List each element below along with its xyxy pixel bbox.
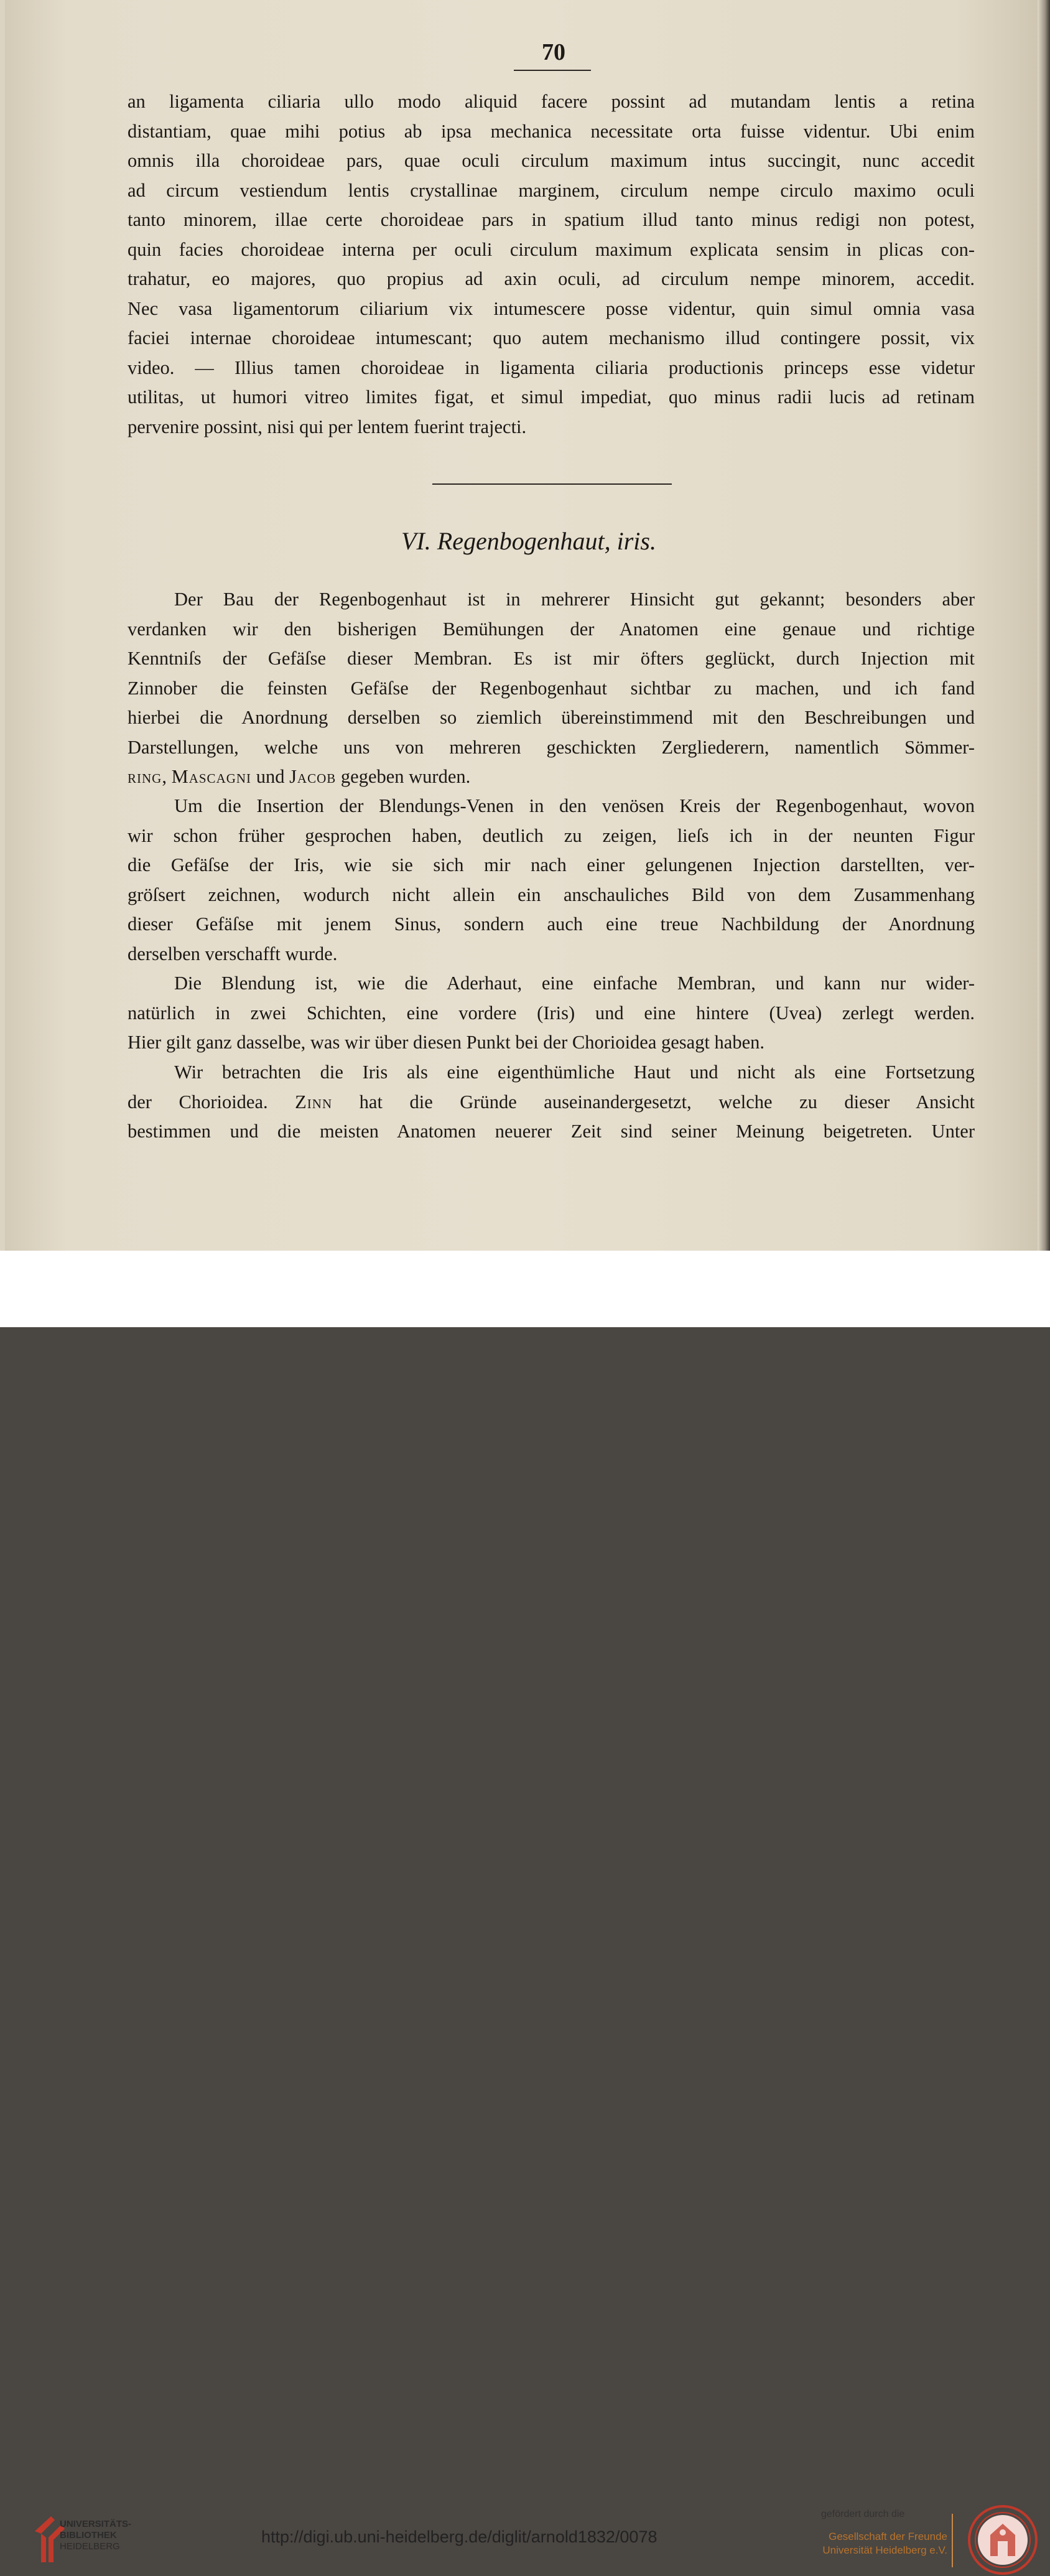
author-name: ring xyxy=(128,766,162,787)
text-line xyxy=(128,1088,975,1118)
page-number: 70 xyxy=(542,39,565,65)
text-line: Darstellungen, welche uns von mehreren geschickten Zergliederern, namentlich Sömmer- xyxy=(128,736,975,758)
library-name-line: HEIDELBERG xyxy=(60,2541,120,2552)
footer-bar xyxy=(0,1251,1050,2556)
page-edge-shadow xyxy=(1038,0,1050,1251)
text-fragment: gegeben wurden. xyxy=(336,766,471,787)
text-line: Hier gilt ganz dasselbe, was wir über diesen Punkt bei der Chorioidea gesagt haben. xyxy=(128,1032,764,1053)
text-line: Um die Insertion der Blendungs-Venen in den venösen Kreis der Regenbogenhaut, wovon xyxy=(174,795,975,816)
text-line: die Gefäſse der Iris, wie sie sich mir nach einer gelungenen Injection darstellten, ver- xyxy=(128,854,975,875)
text-line: quin facies choroideae interna per oculi circulum maximum explicata sensim in plicas con- xyxy=(128,238,975,260)
library-name-line: UNIVERSITÄTS- xyxy=(60,2519,132,2529)
text-line: distantiam, quae mihi potius ab ipsa mechanica necessitate orta fuisse videntur. Ubi enim xyxy=(128,120,975,142)
text-line: derselben verschafft wurde. xyxy=(128,943,338,964)
text-line: Kenntniſs der Gefäſse dieser Membran. Es ist mir öfters geglückt, durch Injection mit xyxy=(128,648,975,669)
text-line: utilitas, ut humori vitreo limites figat, et simul impediat, quo minus radii lucis ad retinam xyxy=(128,386,975,408)
scanned-page xyxy=(0,0,1050,1251)
paragraph-iris xyxy=(128,1058,975,1147)
author-name: Mascagni xyxy=(171,766,252,787)
university-library-name xyxy=(60,2519,159,2552)
text-fragment: hat die Gründe auseinandergesetzt, welche zu dieser Ansicht xyxy=(332,1091,975,1113)
text-line: hierbei die Anordnung derselben so ziemlich übereinstimmend mit den Beschreibungen und xyxy=(128,707,975,728)
text-line: Wir betrachten die Iris als eine eigenthümliche Haut und nicht als eine Fortsetzung xyxy=(174,1062,975,1083)
text-line: Nec vasa ligamentorum ciliarium vix intumescere posse videntur, quin simul omnia vasa xyxy=(128,297,975,319)
paragraph-blendung xyxy=(128,969,975,1058)
sponsor-name-line: Universität Heidelberg e.V. xyxy=(822,2544,947,2556)
sponsor-name-line: Gesellschaft der Freunde xyxy=(829,2531,947,2542)
text-line: gröſsert zeichnen, wodurch nicht allein ein anschauliches Bild von dem Zusammenhang xyxy=(128,884,975,905)
page-number-rule xyxy=(514,70,591,71)
text-fragment: , xyxy=(162,766,172,787)
library-name-line: BIBLIOTHEK xyxy=(60,2530,117,2541)
text-line: Der Bau der Regenbogenhaut ist in mehrerer Hinsicht gut gekannt; besonders aber xyxy=(174,589,975,610)
text-line: bestimmen und die meisten Anatomen neuerer Zeit sind seiner Meinung beigetreten. Unter xyxy=(128,1121,975,1142)
text-line: tanto minorem, illae certe choroideae pars in spatium illud tanto minus redigi non potest, xyxy=(128,209,975,230)
text-line: Zinnober die feinsten Gefäſse der Regenbogenhaut sichtbar zu machen, und ich fand xyxy=(128,677,975,699)
author-name: Zinn xyxy=(295,1091,333,1113)
section-heading: VI. Regenbogenhaut, iris. xyxy=(401,527,656,555)
text-line: video. — Illius tamen choroideae in ligamenta ciliaria productionis princeps esse videtur xyxy=(128,357,975,378)
sponsor-name xyxy=(807,2530,947,2557)
text-line: trahatur, eo majores, quo propius ad axin oculi, ad circulum nempe minorem, accedit. xyxy=(128,268,975,289)
university-seal-icon xyxy=(967,2504,1039,2576)
footer-divider xyxy=(952,2514,953,2567)
text-line: faciei internae choroideae intumescant; quo autem mechanismo illud contingere possit, vix xyxy=(128,327,975,348)
text-line: pervenire possint, nisi qui per lentem fuerint trajecti. xyxy=(128,416,527,437)
text-line: Die Blendung ist, wie die Aderhaut, eine einfache Membran, und kann nur wider- xyxy=(174,973,975,994)
paragraph-bau xyxy=(128,585,975,792)
text-line: wir schon früher gesprochen haben, deutlich zu zeigen, lieſs ich in der neunten Figur xyxy=(128,824,975,846)
paragraph-latin xyxy=(128,87,975,442)
text-line: ad circum vestiendum lentis crystallinae marginem, circulum nempe circulo maximo oculi xyxy=(128,179,975,201)
text-line: omnis illa choroideae pars, quae oculi circulum maximum intus succingit, nunc accedit xyxy=(128,150,975,171)
permalink-url[interactable]: http://digi.ub.uni-heidelberg.de/diglit/arnold1832/0078 xyxy=(261,2527,657,2546)
text-line: an ligamenta ciliaria ullo modo aliquid facere possint ad mutandam lentis a retina xyxy=(128,91,975,112)
text-line xyxy=(128,762,975,792)
text-line: dieser Gefäſse mit jenem Sinus, sondern auch eine treue Nachbildung der Anordnung xyxy=(128,913,975,935)
author-name: Jacob xyxy=(289,766,337,787)
sponsor-label: gefördert durch die xyxy=(821,2509,905,2519)
text-line: natürlich in zwei Schichten, eine vordere (Iris) und eine hintere (Uvea) zerlegt werden. xyxy=(128,1002,975,1024)
section-divider xyxy=(432,483,672,485)
text-fragment: der Chorioidea. xyxy=(128,1091,295,1113)
text-line: verdanken wir den bisherigen Bemühungen der Anatomen eine genaue und richtige xyxy=(128,618,975,640)
paragraph-insertion xyxy=(128,791,975,969)
text-fragment: und xyxy=(251,766,290,787)
